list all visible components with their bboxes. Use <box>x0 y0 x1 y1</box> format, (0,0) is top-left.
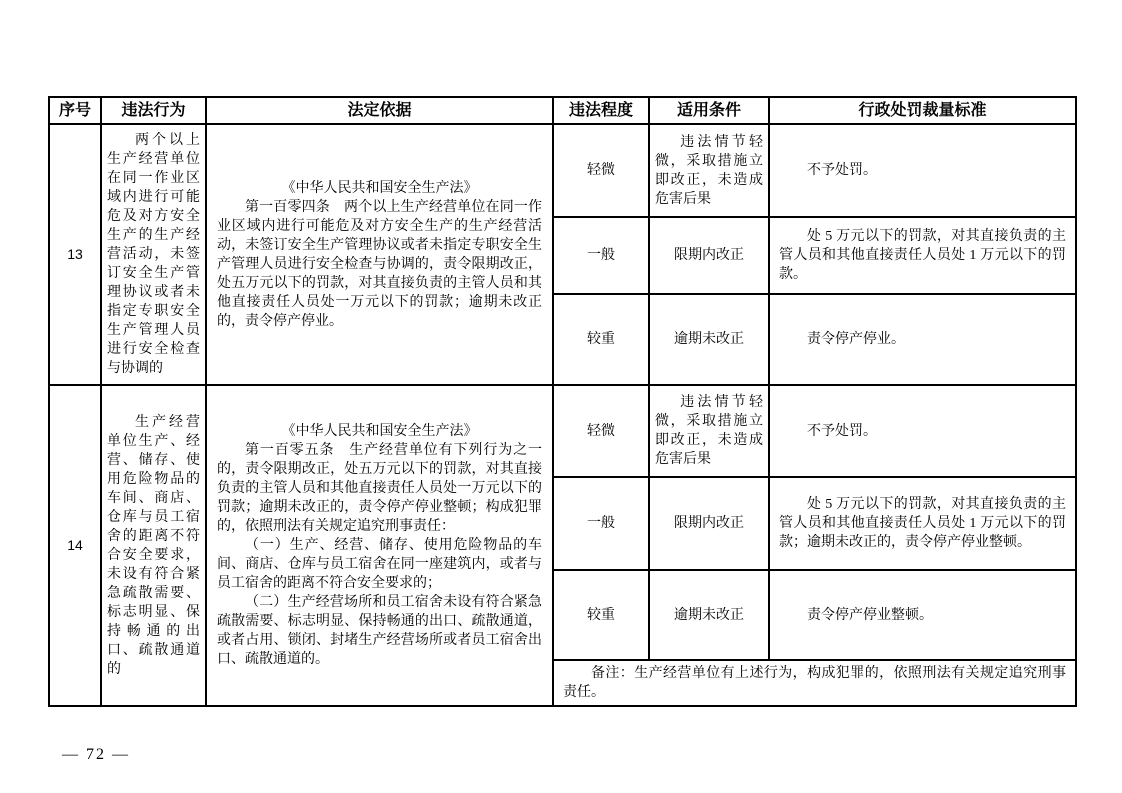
penalty-discretion-table <box>48 96 1077 707</box>
penalty-cell <box>769 570 1076 660</box>
table-row-13-minor <box>49 124 1076 217</box>
degree-cell: 较重 <box>553 570 649 660</box>
legal-paragraph: （二）生产经营场所和员工宿舍未设有符合紧急疏散需要、标志明显、保持畅通的出口、疏散通道，或者占用、锁闭、封堵生产经营场所或者员工宿舍出口、疏散通道的。 <box>217 595 542 667</box>
penalty-cell <box>769 385 1076 477</box>
col-header-condition: 适用条件 <box>649 97 769 124</box>
legal-paragraph: 第一百零四条 两个以上生产经营单位在同一作业区域内进行可能危及对方安全生产的生产经营活动，未签订安全生产管理协议或者未指定专职安全生产管理人员进行安全检查与协调的，责令限期改正，处五万元以下的罚款，对其直接负责的主管人员和其他直接责任人员处一万元以下的罚款；逾期未改正的，责令停产停业。 <box>217 199 542 329</box>
legal-basis-cell <box>206 385 553 706</box>
penalty-text: 责令停产停业。 <box>807 332 905 347</box>
col-header-degree: 违法程度 <box>553 97 649 124</box>
page-number: — 72 — <box>62 746 130 763</box>
condition-text: 违法情节轻微，采取措施立即改正，未造成危害后果 <box>655 134 763 207</box>
condition-cell: 逾期未改正 <box>649 570 769 660</box>
condition-cell <box>649 385 769 477</box>
condition-text: 违法情节轻微，采取措施立即改正，未造成危害后果 <box>655 395 763 467</box>
behavior-text: 两个以上生产经营单位在同一作业区域内进行可能危及对方安全生产的生产经营活动，未签订安全生产管理协议或者未指定专职安全生产管理人员进行安全检查与协调的 <box>107 133 200 376</box>
condition-cell: 逾期未改正 <box>649 294 769 385</box>
note-cell <box>553 660 1076 706</box>
degree-cell: 轻微 <box>553 385 649 477</box>
row-number: 13 <box>49 124 101 385</box>
behavior-cell <box>101 385 206 706</box>
penalty-text: 处 5 万元以下的罚款，对其直接负责的主管人员和其他直接责任人员处 1 万元以下的罚款。 <box>779 229 1066 282</box>
behavior-cell <box>101 124 206 385</box>
penalty-text: 不予处罚。 <box>807 163 877 178</box>
col-header-number: 序号 <box>49 97 101 124</box>
penalty-cell <box>769 294 1076 385</box>
col-header-legal-basis: 法定依据 <box>206 97 553 124</box>
degree-cell: 轻微 <box>553 124 649 217</box>
behavior-text: 生产经营单位生产、经营、储存、使用危险物品的车间、商店、仓库与员工宿舍的距离不符合安全要求，未设有符合紧急疏散需要、标志明显、保持畅通的出口、疏散通道的 <box>107 414 200 677</box>
degree-cell: 一般 <box>553 477 649 570</box>
penalty-text: 处 5 万元以下的罚款，对其直接负责的主管人员和其他直接责任人员处 1 万元以下的罚款；逾期未改正的，责令停产停业整顿。 <box>779 497 1066 550</box>
condition-cell: 限期内改正 <box>649 217 769 294</box>
legal-title: 《中华人民共和国安全生产法》 <box>281 424 478 439</box>
condition-cell <box>649 124 769 217</box>
penalty-text: 不予处罚。 <box>807 423 877 439</box>
penalty-text: 责令停产停业整顿。 <box>807 607 933 623</box>
degree-cell: 一般 <box>553 217 649 294</box>
legal-title: 《中华人民共和国安全生产法》 <box>281 180 478 196</box>
col-header-behavior: 违法行为 <box>101 97 206 124</box>
legal-basis-cell <box>206 124 553 385</box>
penalty-cell <box>769 477 1076 570</box>
condition-cell: 限期内改正 <box>649 477 769 570</box>
table-row-14-minor <box>49 385 1076 477</box>
header-row <box>49 97 1076 124</box>
row-number: 14 <box>49 385 101 706</box>
penalty-cell <box>769 124 1076 217</box>
legal-paragraph: （一）生产、经营、储存、使用危险物品的车间、商店、仓库与员工宿舍在同一座建筑内，或者与员工宿舍的距离不符合安全要求的； <box>217 538 542 591</box>
penalty-cell <box>769 217 1076 294</box>
legal-paragraph: 第一百零五条 生产经营单位有下列行为之一的，责令限期改正，处五万元以下的罚款，对其直接负责的主管人员和其他直接责任人员处一万元以下的罚款；逾期未改正的，责令停产停业整顿；构成犯罪的，依照刑法有关规定追究刑事责任： <box>217 443 542 534</box>
degree-cell: 较重 <box>553 294 649 385</box>
note-text: 备注：生产经营单位有上述行为，构成犯罪的，依照刑法有关规定追究刑事责任。 <box>563 666 1066 700</box>
col-header-penalty-standard: 行政处罚裁量标准 <box>769 97 1076 124</box>
